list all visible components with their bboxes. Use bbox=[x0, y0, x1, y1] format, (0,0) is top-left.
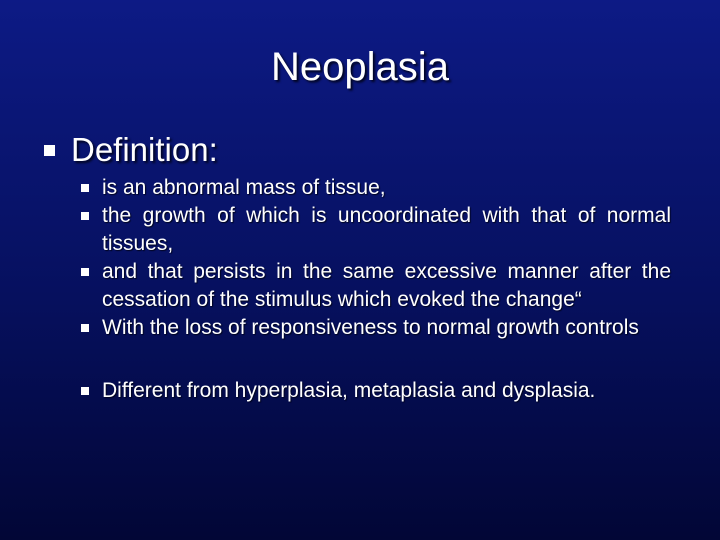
definition-heading-label: Definition: bbox=[71, 131, 218, 168]
definition-list bbox=[81, 174, 671, 405]
list-item bbox=[81, 314, 671, 342]
list-item-text: the growth of which is uncoordinated with that of normal tissues, bbox=[102, 204, 671, 255]
slide-title: Neoplasia bbox=[271, 45, 449, 89]
list-item bbox=[81, 377, 671, 405]
list-item-text: With the loss of responsiveness to normal growth controls bbox=[102, 316, 639, 339]
list-item bbox=[81, 258, 671, 314]
list-item-text: and that persists in the same excessive manner after the cessation of the stimulus which evoked the change“ bbox=[102, 260, 671, 311]
square-bullet-icon bbox=[81, 212, 89, 220]
list-item bbox=[81, 174, 671, 202]
list-item-text: Different from hyperplasia, metaplasia and dysplasia. bbox=[102, 379, 596, 402]
square-bullet-icon bbox=[81, 387, 89, 395]
square-bullet-icon bbox=[81, 268, 89, 276]
square-bullet-icon bbox=[81, 184, 89, 192]
list-item bbox=[81, 202, 671, 258]
definition-heading bbox=[44, 128, 218, 172]
list-item-text: is an abnormal mass of tissue, bbox=[102, 176, 386, 199]
square-bullet-icon bbox=[81, 324, 89, 332]
square-bullet-icon bbox=[44, 145, 55, 156]
